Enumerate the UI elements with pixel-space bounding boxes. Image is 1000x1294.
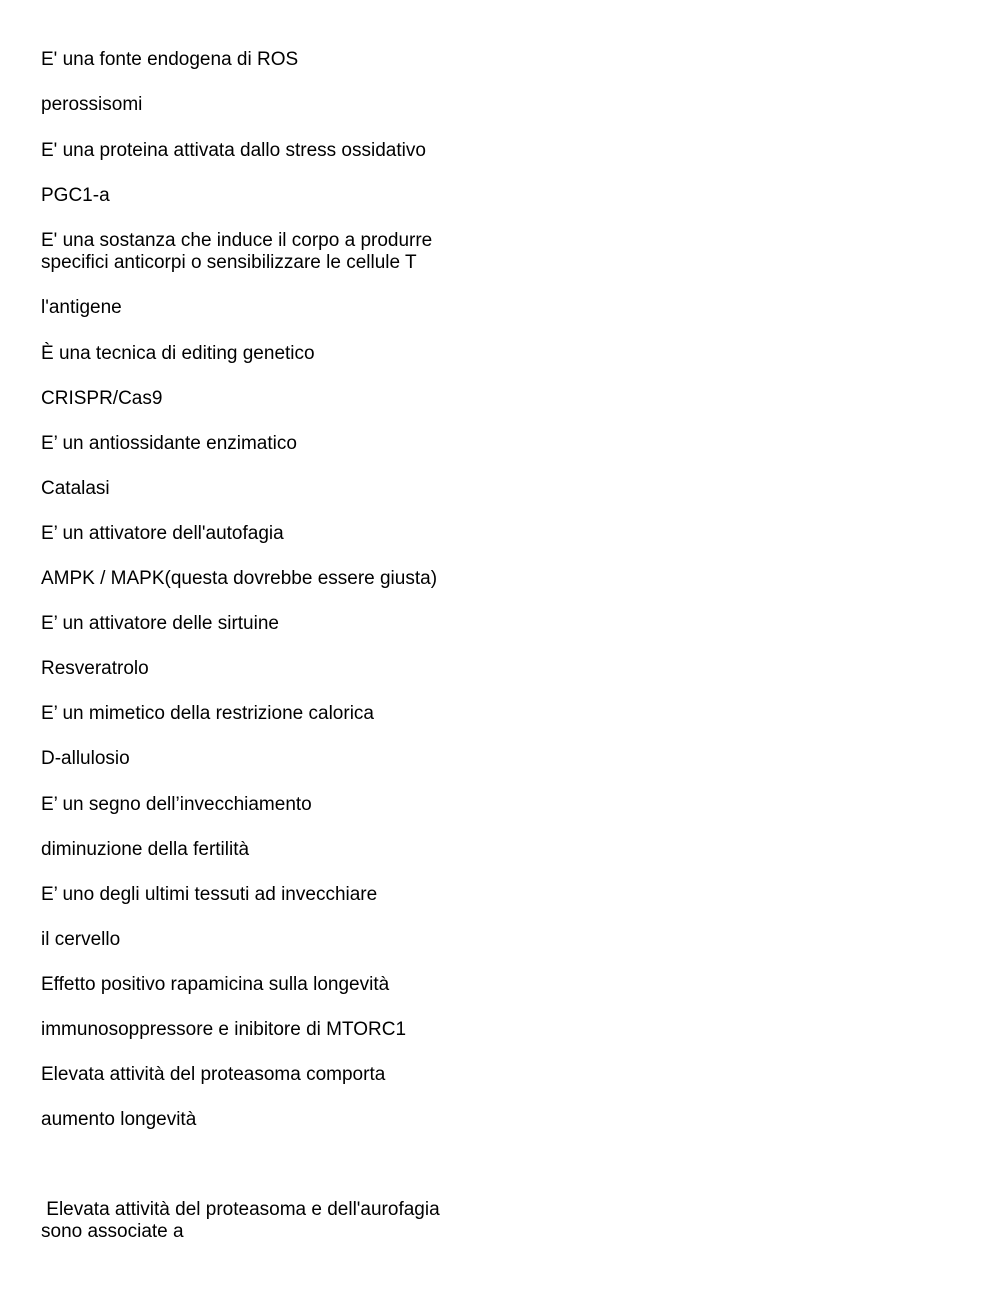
question-text: E' una fonte endogena di ROS bbox=[41, 49, 299, 70]
answer-text: l'antigene bbox=[41, 297, 122, 318]
question-text: Elevata attività del proteasoma comporta bbox=[41, 1064, 386, 1085]
question-text: E’ un antiossidante enzimatico bbox=[41, 433, 297, 454]
answer-text: immunosoppressore e inibitore di MTORC1 bbox=[41, 1019, 407, 1040]
question-text: E' una sostanza che induce il corpo a produrre specifici anticorpi o sensibilizzare le cellule T bbox=[41, 230, 433, 273]
question-text: E’ uno degli ultimi tessuti ad invecchiare bbox=[41, 884, 378, 905]
question-text: È una tecnica di editing genetico bbox=[41, 343, 315, 364]
answer-text: AMPK / MAPK(questa dovrebbe essere giusta) bbox=[41, 568, 438, 589]
answer-text: il cervello bbox=[41, 929, 121, 950]
question-text: E’ un mimetico della restrizione calorica bbox=[41, 703, 374, 724]
question-text: E' una proteina attivata dallo stress ossidativo bbox=[41, 140, 426, 161]
answer-text: Resveratrolo bbox=[41, 658, 149, 679]
answer-text: diminuzione della fertilità bbox=[41, 839, 250, 860]
question-text: Effetto positivo rapamicina sulla longevità bbox=[41, 974, 390, 995]
question-text: E’ un attivatore delle sirtuine bbox=[41, 613, 279, 634]
question-text: E’ un attivatore dell'autofagia bbox=[41, 523, 284, 544]
answer-text: aumento longevità bbox=[41, 1109, 197, 1130]
final-question-text: Elevata attività del proteasoma e dell'aurofagia sono associate a bbox=[41, 1199, 440, 1242]
question-text: E’ un segno dell’invecchiamento bbox=[41, 794, 312, 815]
answer-text: perossisomi bbox=[41, 94, 143, 115]
answer-text: D-allulosio bbox=[41, 748, 130, 769]
answer-text: CRISPR/Cas9 bbox=[41, 388, 163, 409]
answer-text: Catalasi bbox=[41, 478, 110, 499]
answer-text: PGC1-a bbox=[41, 185, 110, 206]
